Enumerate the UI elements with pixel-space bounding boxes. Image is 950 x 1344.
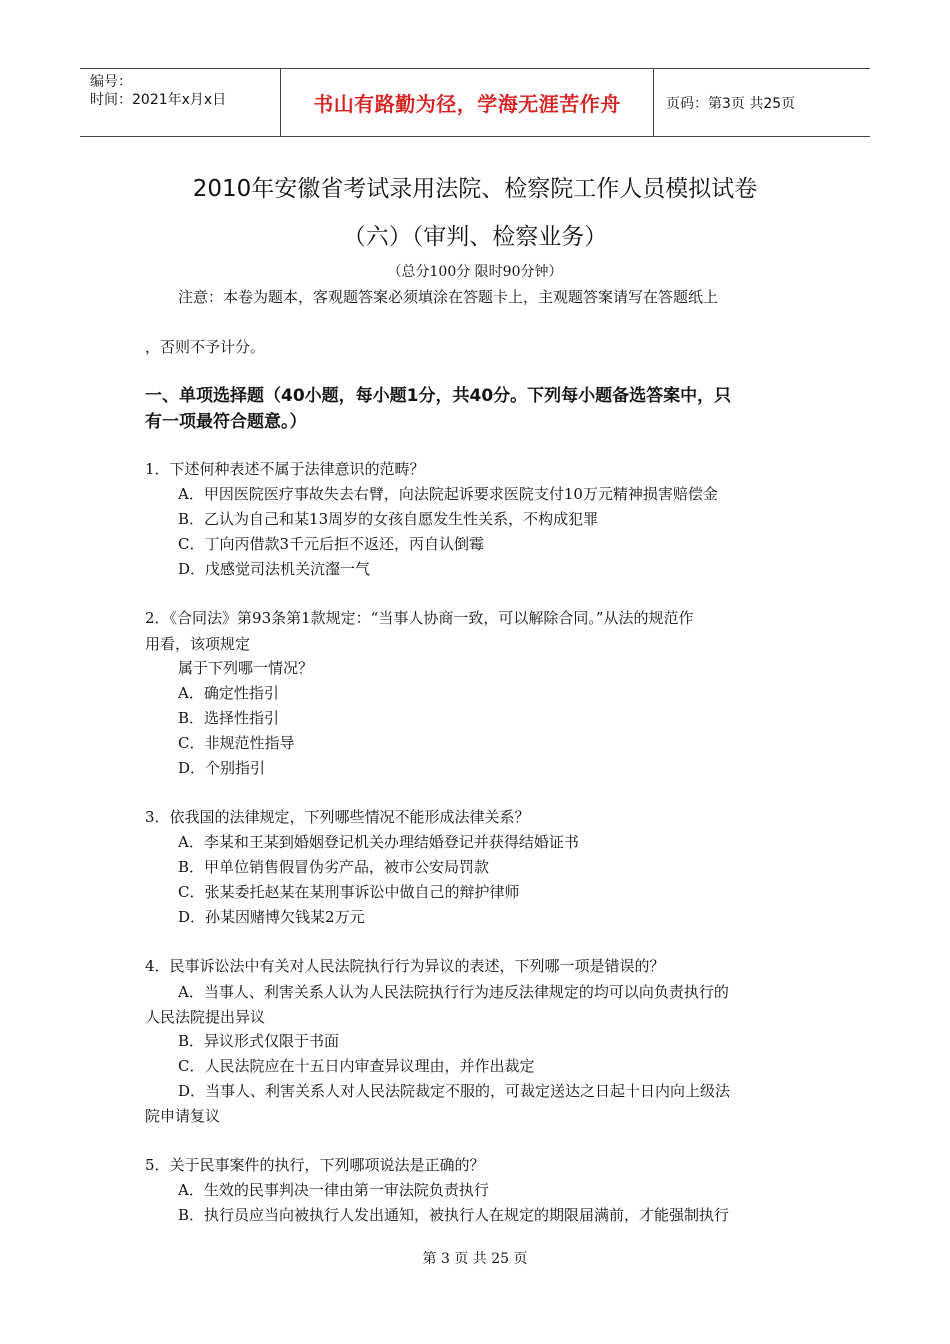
- q1-option-b: B．乙认为自己和某13周岁的女孩自愿发生性关系，不构成犯罪: [178, 510, 599, 528]
- document-title-line2: （六）（审判、检察业务）: [342, 224, 608, 250]
- document-title-line1: 2010年安徽省考试录用法院、检察院工作人员模拟试卷: [192, 176, 758, 202]
- q4-option-d-line2: 院申请复议: [145, 1107, 221, 1125]
- section1-heading-line1: 一、单项选择题（40小题，每小题1分，共40分。下列每小题备选答案中，只: [145, 386, 732, 406]
- time-label: 时间：2021年x月x日: [90, 92, 227, 108]
- q5-option-a: A．生效的民事判决一律由第一审法院负责执行: [178, 1181, 489, 1199]
- q5-option-b: B．执行员应当向被执行人发出通知，被执行人在规定的期限届满前，才能强制执行: [178, 1206, 730, 1224]
- page-header: [80, 68, 870, 137]
- header-info: [80, 69, 281, 136]
- q2-stem-line2: 用看，该项规定: [145, 635, 251, 653]
- q4-option-a-line2: 人民法院提出异议: [145, 1008, 266, 1026]
- q3-option-a: A．李某和王某到婚姻登记机关办理结婚登记并获得结婚证书: [178, 833, 579, 851]
- q1-option-c: C．丁向丙借款3千元后拒不返还，丙自认倒霉: [178, 535, 485, 553]
- section1-heading-line2: 有一项最符合题意。）: [145, 412, 307, 432]
- q1-option-a: A．甲因医院医疗事故失去右臂，向法院起诉要求医院支付10万元精神损害赔偿金: [178, 485, 718, 503]
- q3-option-d: D．孙某因赌博欠钱某2万元: [178, 908, 365, 926]
- q3-option-c: C．张某委托赵某在某刑事诉讼中做自己的辩护律师: [178, 883, 520, 901]
- q2-stem-line3: 属于下列哪一情况？: [178, 659, 314, 677]
- q2-option-c: C．非规范性指导: [178, 734, 295, 752]
- q5-stem: 5．关于民事案件的执行，下列哪项说法是正确的？: [145, 1156, 485, 1174]
- exam-subtitle: （总分100分 限时90分钟）: [387, 264, 563, 280]
- q4-stem: 4．民事诉讼法中有关对人民法院执行行为异议的表述，下列哪一项是错误的？: [145, 957, 665, 975]
- page-footer: 第 3 页 共 25 页: [422, 1251, 528, 1267]
- q3-option-b: B．甲单位销售假冒伪劣产品，被市公安局罚款: [178, 858, 490, 876]
- q3-stem: 3．依我国的法律规定，下列哪些情况不能形成法律关系？: [145, 808, 530, 826]
- header-motto: 书山有路勤为径，学海无涯苦作舟: [281, 69, 654, 136]
- q2-option-a: A．确定性指引: [178, 684, 279, 702]
- notice-line1: 注意：本卷为题本，客观题答案必须填涂在答题卡上，主观题答案请写在答题纸上: [178, 288, 719, 306]
- q2-stem-line1: 2．《合同法》第93条第1款规定：“当事人协商一致，可以解除合同。”从法的规范作: [145, 609, 694, 627]
- q1-option-d: D．戊感觉司法机关沆瀣一气: [178, 560, 371, 578]
- q4-option-a-line1: A．当事人、利害关系人认为人民法院执行行为违反法律规定的均可以向负责执行的: [178, 983, 729, 1001]
- q1-stem: 1．下述何种表述不属于法律意识的范畴？: [145, 460, 425, 478]
- number-label: 编号：: [90, 74, 132, 90]
- q4-option-c: C．人民法院应在十五日内审查异议理由，并作出裁定: [178, 1057, 535, 1075]
- q4-option-d-line1: D．当事人、利害关系人对人民法院裁定不服的，可裁定送达之日起十日内向上级法: [178, 1082, 731, 1100]
- q4-option-b: B．异议形式仅限于书面: [178, 1032, 340, 1050]
- header-page-label: 页码：第3页 共25页: [666, 95, 796, 112]
- q2-option-b: B．选择性指引: [178, 709, 280, 727]
- q2-option-d: D．个别指引: [178, 759, 266, 777]
- notice-line2: ，否则不予计分。: [145, 338, 266, 356]
